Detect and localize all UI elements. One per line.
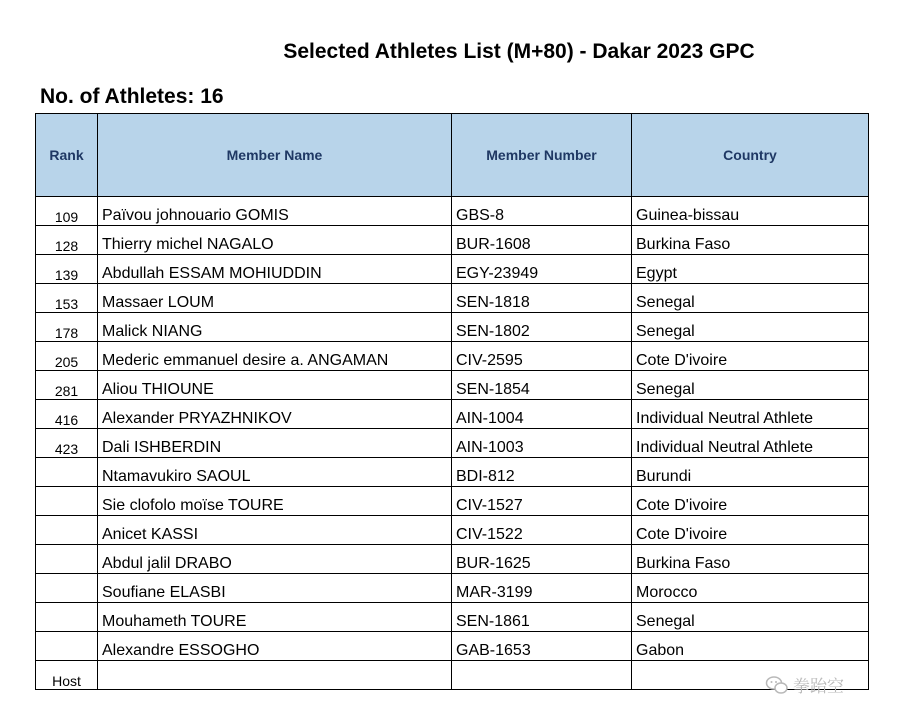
country-cell: Senegal (632, 284, 869, 313)
rank-cell (36, 574, 98, 603)
table-row (36, 226, 869, 255)
rank-cell (36, 487, 98, 516)
country-cell: Individual Neutral Athlete (632, 429, 869, 458)
number-cell: SEN-1818 (452, 284, 632, 313)
wechat-icon (765, 673, 789, 697)
name-cell: Anicet KASSI (98, 516, 452, 545)
name-cell: Mederic emmanuel desire a. ANGAMAN (98, 342, 452, 371)
athlete-count: No. of Athletes: 16 (40, 85, 224, 108)
name-cell: Malick NIANG (98, 313, 452, 342)
name-cell: Soufiane ELASBI (98, 574, 452, 603)
rank-cell: Host (36, 661, 98, 690)
header-rank: Rank (36, 114, 98, 197)
table-body (36, 197, 869, 690)
table-row (36, 429, 869, 458)
number-cell: SEN-1861 (452, 603, 632, 632)
number-cell: GBS-8 (452, 197, 632, 226)
country-cell: Burkina Faso (632, 226, 869, 255)
table-row (36, 603, 869, 632)
rank-cell: 423 (36, 429, 98, 458)
country-cell: Cote D'ivoire (632, 487, 869, 516)
table-row (36, 574, 869, 603)
number-cell: AIN-1003 (452, 429, 632, 458)
country-cell: Morocco (632, 574, 869, 603)
name-cell: Ntamavukiro SAOUL (98, 458, 452, 487)
table-row (36, 371, 869, 400)
rank-cell: 153 (36, 284, 98, 313)
header-country: Country (632, 114, 869, 197)
country-cell: Senegal (632, 313, 869, 342)
rank-cell (36, 603, 98, 632)
table-row (36, 458, 869, 487)
country-cell: Burundi (632, 458, 869, 487)
name-cell: Massaer LOUM (98, 284, 452, 313)
number-cell (452, 661, 632, 690)
name-cell: Sie clofolo moïse TOURE (98, 487, 452, 516)
country-cell: Senegal (632, 371, 869, 400)
table-row (36, 313, 869, 342)
number-cell: GAB-1653 (452, 632, 632, 661)
rank-cell (36, 545, 98, 574)
page-title: Selected Athletes List (M+80) - Dakar 2023 GPC (283, 40, 755, 63)
athletes-table (35, 113, 869, 690)
country-cell: Guinea-bissau (632, 197, 869, 226)
name-cell: Thierry michel NAGALO (98, 226, 452, 255)
number-cell: CIV-2595 (452, 342, 632, 371)
table-header-row (36, 114, 869, 197)
watermark-text: 拳跆空 (793, 677, 844, 696)
name-cell: Alexander PRYAZHNIKOV (98, 400, 452, 429)
table-row (36, 661, 869, 690)
watermark (765, 672, 844, 697)
table-row (36, 197, 869, 226)
table-row (36, 632, 869, 661)
country-cell: Egypt (632, 255, 869, 284)
name-cell: Dali ISHBERDIN (98, 429, 452, 458)
name-cell: Mouhameth TOURE (98, 603, 452, 632)
country-cell: Cote D'ivoire (632, 516, 869, 545)
table-row (36, 545, 869, 574)
country-cell: Senegal (632, 603, 869, 632)
name-cell: Païvou johnouario GOMIS (98, 197, 452, 226)
number-cell: BUR-1608 (452, 226, 632, 255)
table-row (36, 255, 869, 284)
number-cell: CIV-1522 (452, 516, 632, 545)
rank-cell (36, 458, 98, 487)
table-row (36, 516, 869, 545)
rank-cell (36, 516, 98, 545)
table-row (36, 342, 869, 371)
number-cell: MAR-3199 (452, 574, 632, 603)
name-cell: Alexandre ESSOGHO (98, 632, 452, 661)
name-cell: Aliou THIOUNE (98, 371, 452, 400)
number-cell: CIV-1527 (452, 487, 632, 516)
name-cell (98, 661, 452, 690)
number-cell: EGY-23949 (452, 255, 632, 284)
rank-cell: 416 (36, 400, 98, 429)
country-cell: Cote D'ivoire (632, 342, 869, 371)
rank-cell: 128 (36, 226, 98, 255)
header-member-name: Member Name (98, 114, 452, 197)
rank-cell (36, 632, 98, 661)
header-member-number: Member Number (452, 114, 632, 197)
rank-cell: 205 (36, 342, 98, 371)
number-cell: AIN-1004 (452, 400, 632, 429)
number-cell: SEN-1854 (452, 371, 632, 400)
table-row (36, 284, 869, 313)
country-cell: Burkina Faso (632, 545, 869, 574)
number-cell: SEN-1802 (452, 313, 632, 342)
table-row (36, 400, 869, 429)
name-cell: Abdul jalil DRABO (98, 545, 452, 574)
number-cell: BDI-812 (452, 458, 632, 487)
country-cell: Gabon (632, 632, 869, 661)
table-row (36, 487, 869, 516)
name-cell: Abdullah ESSAM MOHIUDDIN (98, 255, 452, 284)
rank-cell: 178 (36, 313, 98, 342)
rank-cell: 281 (36, 371, 98, 400)
rank-cell: 139 (36, 255, 98, 284)
country-cell: Individual Neutral Athlete (632, 400, 869, 429)
number-cell: BUR-1625 (452, 545, 632, 574)
rank-cell: 109 (36, 197, 98, 226)
